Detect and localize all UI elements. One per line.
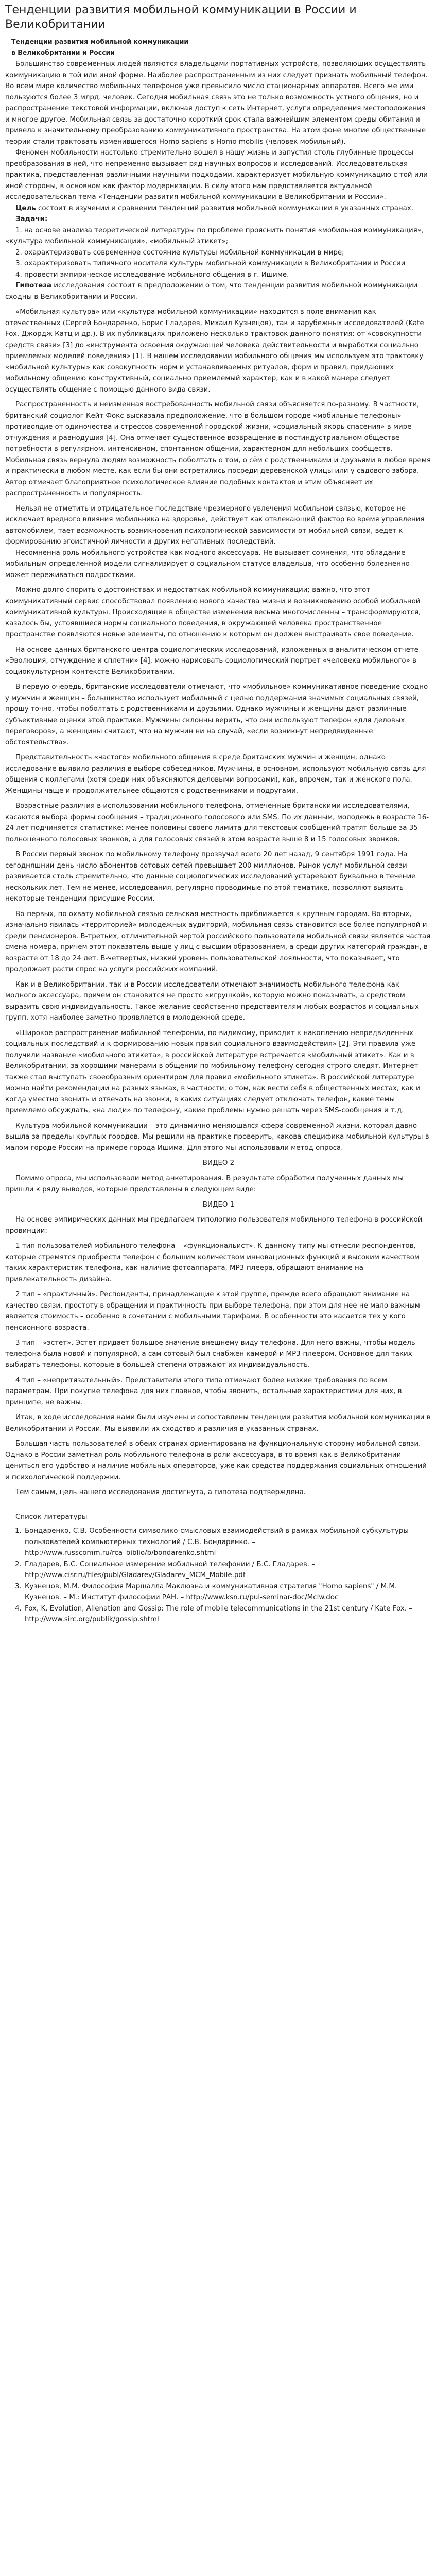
heading-line-2: в Великобритании и России	[11, 48, 115, 56]
references-list	[5, 1526, 432, 1625]
body-paragraph: В первую очередь, британские исследователи отмечают, что «мобильное» коммуникативное поведение сходно у мужчин и женщин – большинство использует мобильный с целью поддержания значимых социальных связей, прошу точно, чтобы поболтать с родственниками и друзьями. Однако мужчины и женщины дают различные субъективные оценки этой практике. Мужчины склонны верить, что они используют телефон «для деловых переговоров», а женщины считают, что на мужчин ни на случай, «если возникнут непредвиденные обстоятельства».	[5, 683, 428, 747]
video-1-label: ВИДЕО 1	[202, 1200, 235, 1209]
references-title: Список литературы	[15, 1513, 88, 1521]
body-paragraph: Нельзя не отметить и отрицательное последствие чрезмерного увлечения мобильной связью, которое не исключает вредного влияния мобильника на здоровье, действует как отвлекающий фактор во время управления автомобилем, тает возможность возникновения психологической зависимости от мобильной связи, ведет к формированию эгоистичной личности и других негативных последствий.	[5, 504, 425, 546]
findings-intro: На основе эмпирических данных мы предлагаем типологию пользователя мобильного телефона в российской провинции:	[5, 1216, 423, 1235]
body-paragraph: Как и в Великобритании, так и в России исследователи отмечают значимость мобильного телефона как модного аксессуара, причем он становится не просто «игрушкой», которую можно показывать, а средством выразить свою индивидуальность. Такое желание свойственно представителям любых возрастов и социальных групп, хотя наиболее заметно проявляется в молодежной среде.	[5, 980, 420, 1022]
task-item-4: 4. провести эмпирическое исследование мобильного общения в г. Ишиме.	[15, 270, 289, 279]
body-paragraph: На основе данных британского центра социологических исследований, изложенных в аналитическом отчете «Эволюция, отчуждение и сплетни» [4], можно нарисовать социологический портрет «человека мобильного» в социокультурном контексте Великобритании.	[5, 646, 418, 676]
user-type-item: 3 тип – «эстет». Эстет придает большое значение внешнему виду телефона. Для него важны, чтобы модель телефона была новой и популярной, а сам сотовый был снабжен камерой и MP3-плеером. Основное для таких – выбирать телефоны, которые в большей степени отражают их индивидуальность.	[5, 1339, 418, 1369]
body-paragraph: Возрастные различия в использовании мобильного телефона, отмеченные британскими исследователями, касаются выбора формы сообщения – традиционного голосового или SMS. По их данным, молодежь в возрасте 16-24 лет подчиняется статистике: менее половины своего лимита для текстовых сообщений тратят больше за 35 полноценного голосовых звонков, а для голосовых связей в этом возрасте выше 8 и 15 голосовых звонков.	[5, 802, 429, 843]
body-paragraph: Несомненна роль мобильного устройства как модного аксессуара. Не вызывает сомнения, что обладание мобильным определенной модели сигнализирует о социальном статусе владельца, что особенно болезненно может переживаться подростками.	[5, 549, 410, 579]
intro-paragraph-1: Большинство современных людей являются владельцами портативных устройств, позволяющих осуществлять коммуникацию в той или иной форме. Наиболее распространенным из них следует признать мобильный телефон. Во всем мире количество мобильных телефонов уже превысило число стационарных аппаратов. Всего же ими пользуются более 3 млрд. человек. Сегодня мобильная связь это не только возможность устного общения, но и распространение текстовой информации, включая доступ к сеть Интернет, услуги определения местоположения и многое другое. Мобильная связь за достаточно короткий срок стала важнейшим элементом среды обитания и привела к значительному преобразованию коммуникативного пространства. На этом фоне многие общественные теории стали трактовать изменившегося Homo sapiens в Homo mobilis (человек мобильный).	[5, 60, 428, 146]
body-paragraph: Представительность «частого» мобильного общения в среде британских мужчин и женщин, однако исследование выявило различия в выборе собеседников. Мужчины, в основном, используют мобильную связь для общения с коллегами (хотя среди них объясняются деловыми вопросами), как, впрочем, так и женского пола. Женщины чаще и продолжительнее общаются с родственниками и подругами.	[5, 754, 426, 795]
body-paragraph: Распространенность и неизменная востребованность мобильной связи объясняется по-разному. В частности, британский социолог Кейт Фокс высказала предположение, что в большом городе «мобильные телефоны» – противоядие от одиночества и стрессов современной городской жизни, «социальный якорь спасения» в мире отчуждения и равнодушия [4]. Она отмечает существенное возвращение в постиндустриальном обществе потребности в регулярном, интенсивном, спонтанном общении, характерном для небольших сообществ. Мобильная связь вернула людям возможность поболтать о том, о сём с родственниками и друзьями в любое время и практически в любом месте, как если бы они встретились посреди деревенской улицы или у садового забора. Автор отмечает благоприятное психологическое влияние подобных контактов и этим объясняет их распространенность и популярность.	[5, 401, 431, 497]
task-item-1: 1. на основе анализа теоретической литературы по проблеме прояснить понятия «мобильная коммуникация», «культура мобильной коммуникации», «мобильный этикет»;	[5, 226, 424, 245]
heading-line-1: Тенденции развития мобильной коммуникации	[11, 38, 189, 45]
goal-text: состоит в изучении и сравнении тенденций развития мобильной коммуникации в указанных странах.	[36, 204, 414, 212]
method-paragraph: Помимо опроса, мы использовали метод анкетирования. В результате обработки полученных данных мы пришли к ряду выводов, которые представлены в следующем виде:	[5, 1174, 404, 1193]
intro-paragraph-2: Феномен мобильности настолько стремительно вошел в нашу жизнь и запустил столь глубинные процессы преобразования в ней, что непременно вызывает ряд научных вопросов и исследований. Исследовательская практика, представленная различными научными подходами, характеризует мобильную коммуникацию с той или иной стороны, в основном как фактор модернизации. В силу этого нам представляется актуальной исследовательская тема «Тенденции развития мобильной коммуникации в Великобритании и России».	[5, 149, 428, 201]
body-paragraph: Культура мобильной коммуникации – это динамично меняющаяся сфера современной жизни, которая давно вышла за пределы круглых городов. Мы решили на практике проверить, какова специфика мобильной культуры в малом городе России на примере города Ишима. Для этого мы использовали метод опроса.	[5, 1122, 429, 1152]
tasks-label: Задачи:	[15, 215, 48, 223]
reference-item: 2. Гладарев, Б.С. Социальное измерение мобильной телефонии / Б.С. Гладарев. – http://www.cisr.ru/files/publ/Gladarev/Gladarev_MCM_Mobile.pdf	[24, 1559, 432, 1581]
goal-label: Цель	[15, 204, 36, 212]
user-type-item: 2 тип – «практичный». Респонденты, принадлежащие к этой группе, прежде всего обращают внимание на качество связи, простоту в обращении и практичность при выборе телефона, при этом для нее не мало важным является стоимость – особенно в сочетании с мобильными тарифами. В особенности это касается тех у кого пенсионного возраста.	[5, 1291, 420, 1332]
conclusion-paragraph: Большая часть пользователей в обеих странах ориентирована на функциональную сторону мобильной связи. Однако в России заметная роль мобильного телефона в роли аксессуара, в то время как в Великобритании цениться его удобство и наличие мобильных операторов, уже как средства поддержания социальных отношений и психологической поддержки.	[5, 1440, 427, 1481]
conclusion-paragraph: Итак, в ходе исследования нами были изучены и сопоставлены тенденции развития мобильной коммуникации в Великобритании и России. Мы выявили их сходство и различия в указанных странах.	[5, 1414, 431, 1433]
body-paragraph: Можно долго спорить о достоинствах и недостатках мобильной коммуникации; важно, что этот коммуникативный сервис способствовал появлению нового качества жизни и возникновению особой мобильной коммуникативной культуры. Происходящие в обществе изменения весьма многочисленны – трансформируются, казалось бы, устоявшиеся нормы социального поведения, в окружающей человека пространственное пространстве появляются новые элементы, по отношению к которым он должен выстраивать свое поведение.	[5, 586, 421, 638]
body-paragraph: «Широкое распространение мобильной телефонии, по-видимому, приводит к накоплению непредвиденных социальных последствий и к формированию новых правил социального взаимодействия» [2]. Эти правила уже получили название «мобильного этикета», в российской литературе встречается «мобильный этикет». Как и в Великобритании, за хорошими манерами в общении по мобильному телефону сегодня строго следят. Интернет также стал выступать своеобразным ориентиром для правил «мобильного этикета». В российской литературе можно найти рекомендации на разных языках, в частности, о том, как вести себя в общественных местах, как и когда уместно звонить и отвечать на звонки, в каких ситуациях следует отключать телефон, какие темы приемлемо обсуждать, «на люди» по телефону, какие проблемы нужно решать через SMS-сообщения и т.д.	[5, 1029, 421, 1114]
body-paragraph: «Мобильная культура» или «культура мобильной коммуникации» находится в поле внимания как отечественных (Сергей Бондаренко, Борис Гладарев, Михаил Кузнецов), так и зарубежных исследователей (Kate Fox, Джордж Катц и др.). В их публикациях приложено несколько трактовок данного понятия: от «совокупности средств связи» [3] до «инструмента освоения окружающей человека действительности и выработки социально приемлемых моделей поведения» [1]. В нашем исследовании мобильного общения мы используем это трактовку «мобильной культуры» как совокупность норм и устанавливаемых ритуалов, форм и правил, придающих мобильному общению конструктивный, социально приемлемый характер, как и в какой манере следует осуществлять общение с помощью данного вида связи.	[5, 308, 424, 394]
reference-item: 1. Бондаренко, С.В. Особенности символико-смысловых взаимодействий в рамках мобильной субкультуры пользователей компьютерных технологий / С.В. Бондаренко. – http://www.russcomm.ru/rca_biblio/b/bondarenko.shtml	[24, 1526, 432, 1559]
user-type-item: 1 тип пользователей мобильного телефона – «функциональист». К данному типу мы отнесли респондентов, которые стремятся приобрести телефон с большим количеством инновационных функций и высоким качеством таких характеристик телефона, как наличие фотоаппарата, MP3-плеера, обращают внимание на привлекательность дизайна.	[5, 1242, 420, 1283]
reference-item: 3. Кузнецов, М.М. Философия Маршалла Маклюэна и коммуникативная стратегия "Homo sapiens" / М.М. Кузнецов. – М.: Институт философии РАН. – http://www.ksn.ru/pul-seminar-doc/Mclw.doc	[24, 1581, 432, 1603]
body-paragraph: В России первый звонок по мобильному телефону прозвучал всего 20 лет назад, 9 сентября 1991 года. На сегодняшний день число абонентов сотовых сетей превышает 200 миллионов. Рынок услуг мобильной связи развивается столь стремительно, что данные социологических исследований устаревают буквально в течение нескольких лет. Тем не менее, исследования, регулярно проводимые по этой тематике, позволяют выявить некоторые тенденции присущие России.	[5, 851, 416, 903]
task-item-2: 2. охарактеризовать современное состояние культуры мобильной коммуникации в мире;	[15, 248, 344, 257]
reference-item: 4. Fox, K. Evolution, Alienation and Gossip: The role of mobile telecommunications in the 21st century / Kate Fox. – http://www.sirc.org/publik/gossip.shtml	[24, 1603, 432, 1625]
hypothesis-text: исследования состоит в предположении о том, что тенденции развития мобильной коммуникации сходны в Великобритании и России.	[5, 282, 418, 301]
body-paragraph: Во-первых, по охвату мобильной связью сельская местность приближается к крупным городам. Во-вторых, изначально явилась «территорией» молодежных аудиторий, мобильная связь становится все более популярной и среди пенсионеров. В-третьих, отличительной чертой российского пользователя мобильной связи является частая смена номера, причем этот показатель выше у лиц с высшим образованием, а среди других категорий граждан, в возрасте от 18 до 24 лет. В-четвертых, низкий уровень пользовательской лояльности, что показывает, что продолжает расти спрос на услуги российских компаний.	[5, 910, 431, 973]
conclusion-paragraph: Тем самым, цель нашего исследования достигнута, а гипотеза подтверждена.	[15, 1488, 306, 1496]
page-title: Тенденции развития мобильной коммуникации в России и Великобритании	[5, 4, 357, 31]
user-type-item: 4 тип – «непритязательный». Представители этого типа отмечают более низкие требования по всем параметрам. При покупке телефона для них главное, чтобы звонить, остальные характеристики для них, в принципе, не важны.	[5, 1376, 402, 1406]
task-item-3: 3. охарактеризовать типичного носителя культуры мобильной коммуникации в Великобритании и России	[15, 260, 406, 267]
video-2-label: ВИДЕО 2	[202, 1159, 235, 1167]
hypothesis-label: Гипотеза	[15, 282, 52, 290]
hypothesis-paragraph	[5, 280, 432, 302]
goal-paragraph	[5, 203, 432, 214]
